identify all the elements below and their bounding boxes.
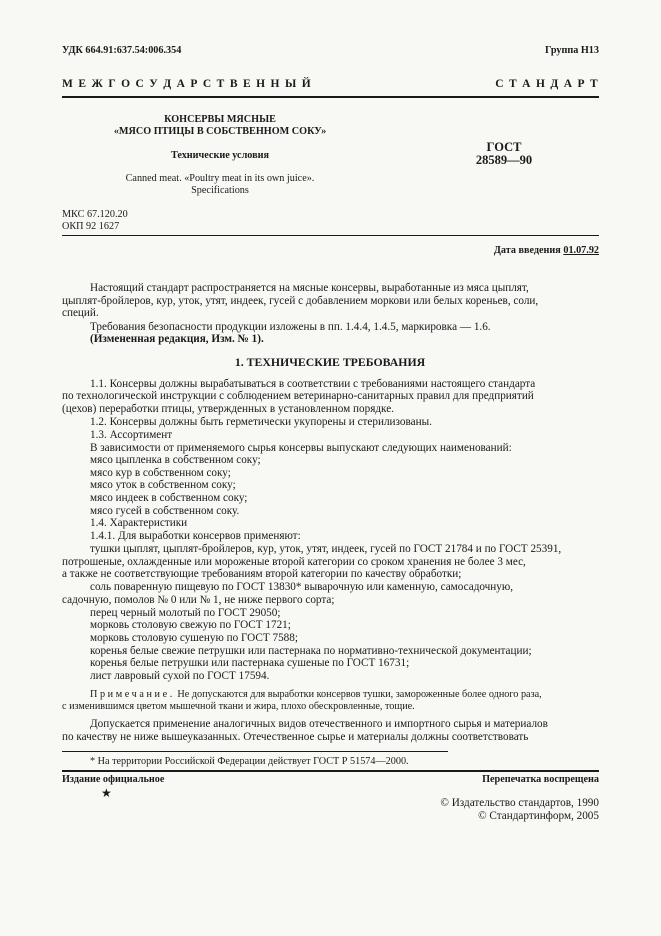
gost-label: ГОСТ <box>486 140 522 154</box>
body-line: потрошеные, охлажденные или мороженые второй категории со сроком хранения не более 3 мес, <box>62 556 526 568</box>
footer-rule <box>62 770 599 772</box>
ingredient-item: морковь столовую сушеную по ГОСТ 7588; <box>90 632 298 644</box>
body-line: по технологической инструкции с соблюдением ветеринарно-санитарных правил для предприятий <box>62 390 534 402</box>
banner-standard: С Т А Н Д А Р Т <box>495 78 599 90</box>
copyright-2005: © Стандартинформ, 2005 <box>478 810 599 822</box>
body-line: по качеству не ниже вышеуказанных. Отечественное сырье и материалы должны соответствовать <box>62 731 529 743</box>
assortment-item: мясо кур в собственном соку; <box>90 467 231 479</box>
body-line: тушки цыплят, цыплят-бройлеров, кур, уток, утят, индеек, гусей по ГОСТ 21784 и по ГОСТ 25391, <box>90 543 562 555</box>
intro-line: цыплят-бройлеров, кур, уток, утят, индеек, гусей с добавлением моркови или белых кореньев, соли, <box>62 295 539 307</box>
assortment-item: мясо гусей в собственном соку. <box>90 505 240 517</box>
group-code: Группа Н13 <box>545 45 599 56</box>
banner-interstate: М Е Ж Г О С У Д А Р С Т В Е Н Н Ы Й <box>62 78 312 90</box>
body-line: Допускается применение аналогичных видов отечественного и импортного сырья и материалов <box>90 718 548 730</box>
title-line-1: КОНСЕРВЫ МЯСНЫЕ <box>164 114 276 125</box>
udk-code: УДК 664.91:637.54:006.354 <box>62 45 182 56</box>
body-line: садочную, помолов № 0 или № 1, не ниже первого сорта; <box>62 594 335 606</box>
ingredient-item: лист лавровый сухой по ГОСТ 17594. <box>90 670 270 682</box>
ingredient-item: коренья белые свежие петрушки или пастернака по нормативно-технической документации; <box>90 645 532 657</box>
body-line: а также не соответствующие требованиям второй категории по качеству обработки; <box>62 568 462 580</box>
ingredient-item: перец черный молотый по ГОСТ 29050; <box>90 607 281 619</box>
title-line-2: «МЯСО ПТИЦЫ В СОБСТВЕННОМ СОКУ» <box>113 126 327 137</box>
body-line: 1.4.1. Для выработки консервов применяют: <box>90 530 301 542</box>
intro-line: Требования безопасности продукции изложены в пп. 1.4.4, 1.4.5, маркировка — 1.6. <box>90 321 491 333</box>
gost-number: 28589—90 <box>475 153 533 167</box>
note-text-1: Не допускаются для выработки консервов тушки, замороженные более одного раза, <box>177 689 542 700</box>
intro-date-label: Дата введения <box>493 245 561 256</box>
intro-amendment: (Измененная редакция, Изм. № 1). <box>90 333 264 345</box>
edition-official: Издание официальное <box>62 774 165 785</box>
note <box>90 689 542 702</box>
header-rule <box>62 96 599 98</box>
intro-line: Настоящий стандарт распространяется на мясные консервы, выработанные из мяса цыплят, <box>90 282 529 294</box>
assortment-item: мясо индеек в собственном соку; <box>90 492 248 504</box>
footnote-rule <box>62 751 448 752</box>
copyright-1990: © Издательство стандартов, 1990 <box>440 797 599 809</box>
mks-code: МКС 67.120.20 <box>62 209 128 220</box>
assortment-item: мясо цыпленка в собственном соку; <box>90 454 261 466</box>
body-line: (цехов) переработки птицы, утвержденных в установленном порядке. <box>62 403 394 415</box>
subsection-assortment: 1.3. Ассортимент <box>90 429 173 441</box>
reprint-prohibited: Перепечатка воспрещена <box>482 774 599 785</box>
ingredient-item: морковь столовую свежую по ГОСТ 1721; <box>90 619 291 631</box>
subtitle: Технические условия <box>170 150 270 161</box>
note-label: Примечание. <box>90 689 175 700</box>
title-en-line-1: Canned meat. «Poultry meat in its own juice». <box>125 173 315 184</box>
body-line: соль поваренную пищевую по ГОСТ 13830* выварочную или каменную, самосадочную, <box>90 581 514 593</box>
assortment-item: мясо уток в собственном соку; <box>90 479 236 491</box>
intro-date <box>494 245 599 258</box>
star-icon: ★ <box>101 786 112 800</box>
title-en-line-2: Specifications <box>191 185 249 196</box>
subsection-characteristics: 1.4. Характеристики <box>90 517 188 529</box>
body-line: В зависимости от применяемого сырья консервы выпускают следующих наименований: <box>90 442 512 454</box>
codes-rule <box>62 235 599 236</box>
intro-date-value: 01.07.92 <box>563 245 599 256</box>
footnote: * На территории Российской Федерации действует ГОСТ Р 51574—2000. <box>90 756 409 767</box>
note-text-2: с изменившимся цветом мышечной ткани и жира, плохо обескровленные, тощие. <box>62 701 415 712</box>
body-line: 1.2. Консервы должны быть герметически укупорены и стерилизованы. <box>90 416 432 428</box>
ingredient-item: коренья белые петрушки или пастернака сушеные по ГОСТ 16731; <box>90 657 410 669</box>
body-line: 1.1. Консервы должны вырабатываться в соответствии с требованиями настоящего стандарта <box>90 378 536 390</box>
intro-line: специй. <box>62 307 99 319</box>
okp-code: ОКП 92 1627 <box>62 221 120 232</box>
section-1-heading: 1. ТЕХНИЧЕСКИЕ ТРЕБОВАНИЯ <box>234 355 426 369</box>
